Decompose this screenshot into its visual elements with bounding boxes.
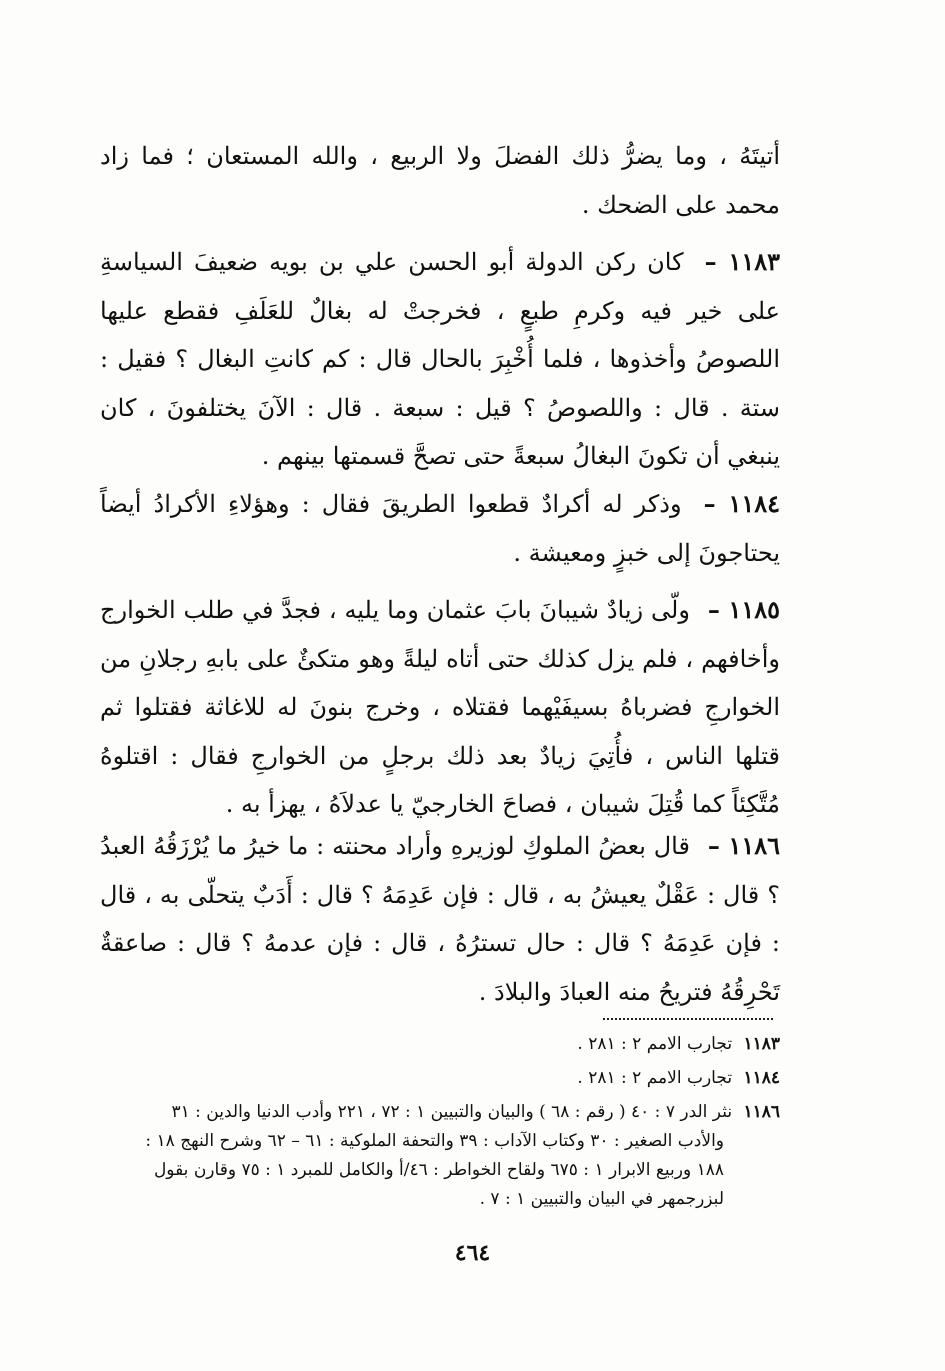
paragraph-number: ١١٨٥ – xyxy=(707,595,780,624)
paragraph-text: أتيتَهُ ، وما يضرُّ ذلك الفضلَ ولا الربيع ، والله المستعان ؛ فما زاد محمد على الضحك . xyxy=(100,142,780,219)
page-number: ٤٦٤ xyxy=(454,1240,491,1266)
paragraph-1183 xyxy=(100,238,780,481)
footnote-number: ١١٨٦ xyxy=(743,1102,780,1122)
footnote-separator xyxy=(603,1018,773,1020)
paragraph-1184 xyxy=(100,480,780,577)
paragraph-continuation xyxy=(100,132,780,229)
paragraph-1185 xyxy=(100,586,780,829)
footnote-text: تجارب الامم ٢ : ٢٨١ . xyxy=(577,1068,733,1088)
paragraph-text: قال بعضُ الملوكِ لوزيرهِ وأراد محنته : ما خيرُ ما يُرْزَقُهُ العبدُ ؟ قال : عَقْلٌ يعيشُ به ، قال : فإن عَدِمَهُ ؟ قال : أَدَبٌ يتحلّى به ، قال : فإن عَدِمَهُ ؟ قال : حال تسترُهُ ، قال : فإن عدمهُ ؟ قال : صاعقةٌ تَحْرِقُهُ فتريحُ منه العبادَ والبلادَ . xyxy=(100,832,780,1006)
footnote-1186 xyxy=(100,1098,780,1214)
paragraph-1186 xyxy=(100,822,780,1016)
footnote-1184 xyxy=(100,1064,780,1093)
footnote-text-line: لبزرجمهر في البيان والتبيين ١ : ٧ . xyxy=(479,1189,724,1209)
paragraph-text: كان ركن الدولة أبو الحسن علي بن بويه ضعيفَ السياسةِ على خير فيه وكرمِ طبعٍ ، فخرجتْ له بغالٌ للعَلَفِ فقطع عليها اللصوصُ وأخذوها ، فلما أُخْبِرَ بالحال قال : كم كانتِ البغال ؟ فقيل : ستة . قال : واللصوصُ ؟ قيل : سبعة . قال : الآنَ يختلفونَ ، كان ينبغي أن تكونَ البغالُ سبعةً حتى تصحَّ قسمتها بينهم . xyxy=(100,248,780,470)
footnote-1183 xyxy=(100,1030,780,1059)
footnote-text-line: ١٨٨ وربيع الابرار ١ : ٦٧٥ ولقاح الخواطر : ٤٦/أ والكامل للمبرد ١ : ٧٥ وقارن بقول xyxy=(153,1160,724,1180)
footnote-text: تجارب الامم ٢ : ٢٨١ . xyxy=(577,1034,733,1054)
paragraph-text: وذكر له أكرادٌ قطعوا الطريقَ فقال : وهؤلاءِ الأكرادُ أيضاً يحتاجونَ إلى خبزٍ ومعيشة . xyxy=(100,490,780,567)
footnote-number: ١١٨٣ xyxy=(743,1034,780,1054)
footnote-number: ١١٨٤ xyxy=(743,1068,780,1088)
footnote-text-line: والأدب الصغير : ٣٠ وكتاب الآداب : ٣٩ والتحفة الملوكية : ٦١ – ٦٢ وشرح النهج ١٨ : xyxy=(145,1131,724,1151)
paragraph-text: ولّى زيادٌ شيبانَ بابَ عثمان وما يليه ، فجدَّ في طلب الخوارج وأخافهم ، فلم يزل كذلك حتى أتاه ليلةً وهو متكئٌ على بابهِ رجلانِ من الخوارجِ فضرباهُ بسيفَيْهما فقتلاه ، وخرج بنونَ له للاغاثة فقتلوا ثم قتلها الناس ، فأُتِيَ زيادٌ بعد ذلك برجلٍ من الخوارجِ فقال : اقتلوهُ مُتَّكِئاً كما قُتِلَ شيبان ، فصاحَ الخارجيّ يا عدلاَهُ ، يهزأ به . xyxy=(100,596,780,818)
paragraph-number: ١١٨٣ – xyxy=(704,247,780,276)
paragraph-number: ١١٨٤ – xyxy=(703,489,780,518)
footnote-text-line: نثر الدر ٧ : ٤٠ ( رقم : ٦٨ ) والبيان والتبيين ١ : ٧٢ ، ٢٢١ وأدب الدنيا والدين : ٣١ xyxy=(171,1102,733,1122)
paragraph-number: ١١٨٦ – xyxy=(707,831,780,860)
